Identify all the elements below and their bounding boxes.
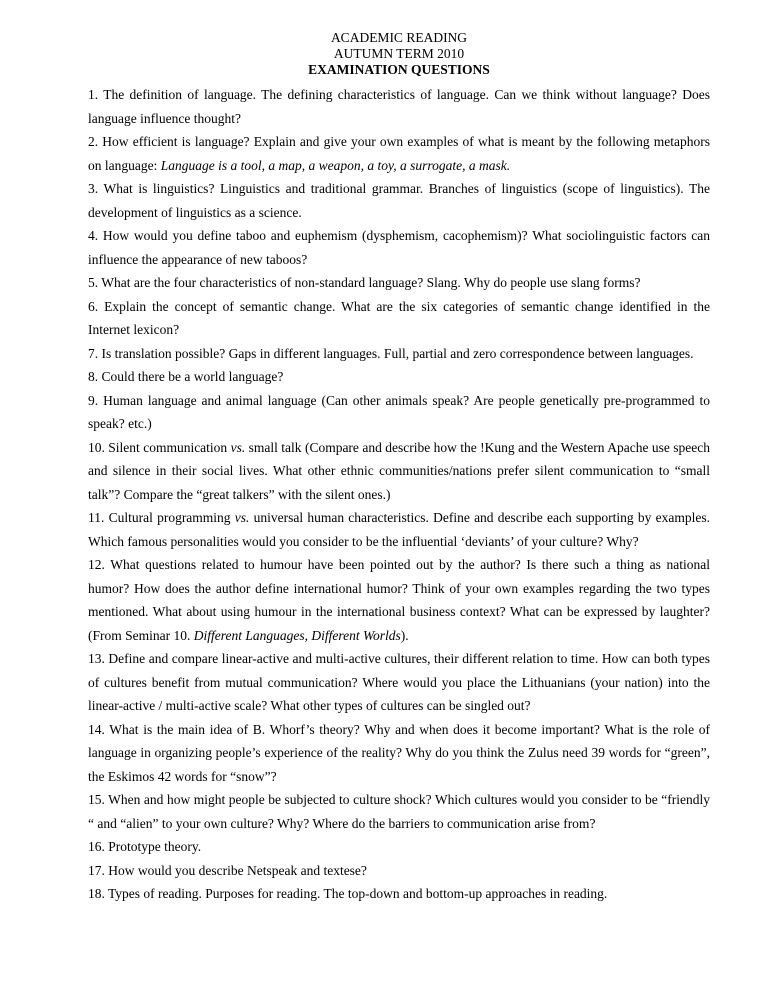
question-item (88, 506, 710, 553)
question-item (88, 271, 710, 295)
question-item (88, 224, 710, 271)
question-text: 10. Silent communication (88, 439, 231, 455)
question-item (88, 718, 710, 789)
question-text: 2. How efficient is language? Explain and give your own examples of what is meant by the following metaphors on language: (88, 134, 710, 173)
question-text: 1. The definition of language. The defining characteristics of language. Can we think without language? Does language influence thought? (88, 87, 710, 126)
question-text: 9. Human language and animal language (Can other animals speak? Are people genetically pre-programmed to speak? etc.) (88, 392, 710, 431)
question-item (88, 553, 710, 647)
question-text: 8. Could there be a world language? (88, 369, 284, 384)
question-item (88, 436, 710, 507)
question-text: 6. Explain the concept of semantic change. What are the six categories of semantic change identified in the Internet lexicon? (88, 298, 710, 337)
question-text: universal human characteristics. Define and describe each supporting by examples. Which famous personalities would you consider to be the influential ‘deviants’ of your culture? Why? (88, 510, 710, 549)
term-title: AUTUMN TERM 2010 (333, 46, 465, 61)
question-text-italic: vs. (230, 439, 246, 455)
question-text: 14. What is the main idea of B. Whorf’s theory? Why and when does it become important? What is the role of language in organizing people’s experience of the reality? Why do you think the Zulus need 39 words for “green”, the Eskimos 42 words for “snow”? (88, 721, 710, 784)
question-text: 16. Prototype theory. (88, 839, 202, 854)
question-item (88, 130, 710, 177)
question-text-italic: vs. (234, 510, 250, 525)
question-text: 7. Is translation possible? Gaps in different languages. Full, partial and zero correspondence between languages. (88, 345, 694, 361)
question-text: ). (400, 627, 409, 643)
question-text: 18. Types of reading. Purposes for reading. The top-down and bottom-up approaches in reading. (88, 886, 608, 901)
question-item (88, 365, 710, 389)
question-item (88, 83, 710, 130)
question-item (88, 389, 710, 436)
question-text-italic: Different Languages, Different Worlds (193, 627, 401, 643)
question-text: 5. What are the four characteristics of non-standard language? Slang. Why do people use slang forms? (88, 275, 641, 290)
question-text: 12. What questions related to humour have been pointed out by the author? Is there such a thing as national humor? How does the author define international humor? Think of your own examples regarding the two types mentioned. What about using humour in the international business context? What can be expressed by laughter? (From Seminar 10. (88, 557, 710, 643)
question-text-italic: Language is a tool, a map, a weapon, a toy, a surrogate, a mask. (160, 157, 511, 173)
question-item (88, 859, 710, 883)
question-text: 11. Cultural programming (88, 510, 235, 525)
course-title: ACADEMIC READING (330, 30, 468, 45)
question-item (88, 835, 710, 859)
question-text: 13. Define and compare linear-active and multi-active cultures, their different relation to time. How can both types of cultures benefit from mutual communication? Where would you place the Lithuanians (your nation) into the linear-active / multi-active scale? What other types of cultures can be singled out? (88, 651, 710, 713)
question-text: 17. How would you describe Netspeak and textese? (88, 862, 367, 878)
question-item (88, 342, 710, 366)
question-list (88, 83, 710, 906)
question-item (88, 177, 710, 224)
document-header (88, 30, 710, 78)
question-text: small talk (Compare and describe how the !Kung and the Western Apache use speech and silence in their social lives. What other ethnic communities/nations prefer silent communication to “small talk”? Compare the “great talkers” with the silent ones.) (88, 439, 710, 502)
question-item (88, 788, 710, 835)
question-text: 3. What is linguistics? Linguistics and traditional grammar. Branches of linguistics (scope of linguistics). The development of linguistics as a science. (88, 181, 710, 220)
question-item (88, 295, 710, 342)
question-text: 4. How would you define taboo and euphemism (dysphemism, cacophemism)? What sociolinguistic factors can influence the appearance of new taboos? (88, 228, 710, 267)
question-item (88, 647, 710, 718)
question-item (88, 882, 710, 906)
exam-title: EXAMINATION QUESTIONS (308, 62, 490, 77)
question-text: 15. When and how might people be subjected to culture shock? Which cultures would you consider to be “friendly “ and “alien” to your own culture? Why? Where do the barriers to communication arise from? (88, 792, 710, 831)
